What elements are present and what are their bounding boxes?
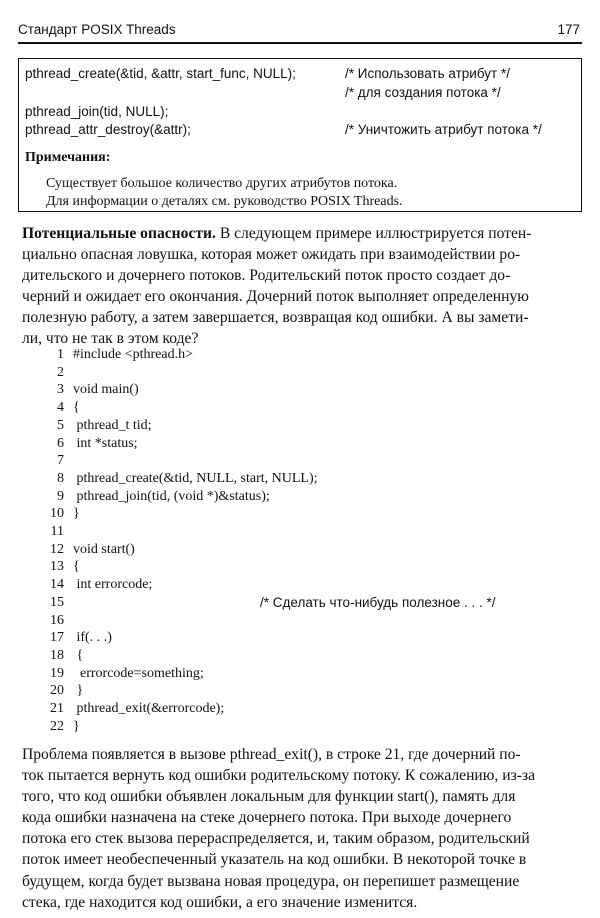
para-line: ток пытается вернуть код ошибки родительскому потоку. К сожалению, из-за (22, 767, 536, 785)
code-line: void main() (73, 382, 139, 398)
line-number: 19 (50, 665, 64, 681)
para-line: кода ошибки назначена на стеке дочернего потока. При выходе дочернего (22, 809, 512, 827)
line-number: 6 (57, 435, 64, 451)
line-number: 8 (57, 470, 64, 486)
line-number: 20 (50, 683, 64, 699)
line-number: 17 (50, 630, 64, 646)
line-number: 13 (50, 559, 64, 575)
code-line: if(. . .) (73, 630, 112, 646)
code-box (18, 58, 582, 212)
code-line: pthread_t tid; (73, 417, 152, 433)
line-number: 2 (57, 364, 64, 380)
line-number: 16 (50, 612, 64, 628)
code-listing (0, 347, 600, 737)
line-number: 22 (50, 718, 64, 734)
notes-line: Для информации о деталях см. руководство POSIX Threads. (46, 194, 403, 209)
para-line: поток имеет необеспеченный указатель на код ошибки. В некоторой точке в (22, 851, 527, 869)
para-line: ли, что не так в этом коде? (22, 330, 199, 348)
box-code-comment: /* Уничтожить атрибут потока */ (345, 122, 542, 137)
notes-title: Примечания: (25, 150, 111, 165)
line-number: 9 (57, 488, 64, 504)
para-line: будущем, когда будет вызвана новая процедура, он перепишет размещение (22, 872, 520, 890)
code-line: } (73, 683, 84, 699)
running-header (18, 14, 582, 44)
para-line: Проблема появляется в вызове pthread_exit(), в строке 21, где дочерний по- (22, 746, 521, 763)
code-line: { (73, 559, 80, 575)
code-line: { (73, 400, 80, 416)
line-number: 1 (57, 347, 64, 362)
header-title: Стандарт POSIX Threads (18, 22, 176, 37)
line-number: 5 (57, 417, 64, 433)
code-comment: /* Сделать что-нибудь полезное . . . */ (260, 594, 496, 610)
box-code-line: pthread_create(&tid, &attr, start_func, NULL); (25, 66, 296, 81)
box-code-comment: /* Использовать атрибут */ (345, 66, 510, 81)
code-line: } (73, 506, 80, 522)
line-number: 18 (50, 647, 64, 663)
para-line: дительского и дочернего потоков. Родительский поток просто создает до- (22, 267, 511, 285)
para-line: полезную работу, а затем завершается, возвращая код ошибки. А вы замети- (22, 309, 529, 327)
line-number: 21 (50, 701, 64, 716)
para-line: Потенциальные опасности. В следующем примере иллюстрируется потен- (22, 225, 532, 242)
para-lead: Потенциальные опасности. (22, 225, 216, 242)
para-line: потока его стек вызова перераспределяется, и, таким образом, родительский (22, 830, 530, 848)
code-line: int *status; (73, 435, 138, 451)
box-code-comment: /* для создания потока */ (345, 85, 501, 100)
line-number: 11 (50, 524, 64, 539)
code-line: pthread_join(tid, (void *)&status); (73, 488, 270, 504)
page-number: 177 (557, 22, 580, 37)
paragraph-dangers (22, 223, 580, 350)
line-number: 12 (50, 541, 64, 557)
para-line: черний и ожидает его окончания. Дочерний поток выполняет определенную (22, 288, 529, 306)
para-line: стека, где находится код ошибки, а его значение изменится. (22, 893, 418, 911)
code-line: errorcode=something; (73, 665, 204, 681)
code-line: pthread_create(&tid, NULL, start, NULL); (73, 470, 318, 486)
para-line: того, что код ошибки объявлен локальным для функции start(), память для (22, 788, 516, 806)
code-line: } (73, 718, 80, 734)
line-number: 10 (50, 506, 64, 522)
line-number: 4 (57, 400, 64, 416)
code-line: int errorcode; (73, 577, 153, 593)
box-code-line: pthread_join(tid, NULL); (25, 104, 169, 119)
box-code-line: pthread_attr_destroy(&attr); (25, 122, 191, 137)
line-number: 15 (50, 594, 64, 610)
line-number: 14 (50, 577, 64, 593)
code-line: { (73, 647, 84, 663)
para-line: циально опасная ловушка, которая может ожидать при взаимодействии ро- (22, 246, 521, 264)
line-number: 7 (57, 453, 64, 469)
code-line: void start() (73, 541, 135, 557)
paragraph-problem (22, 744, 580, 913)
code-line: pthread_exit(&errorcode); (73, 701, 225, 716)
line-number: 3 (57, 382, 64, 398)
code-line: #include <pthread.h> (73, 347, 193, 362)
notes-line: Существует большое количество других атрибутов потока. (46, 176, 398, 191)
